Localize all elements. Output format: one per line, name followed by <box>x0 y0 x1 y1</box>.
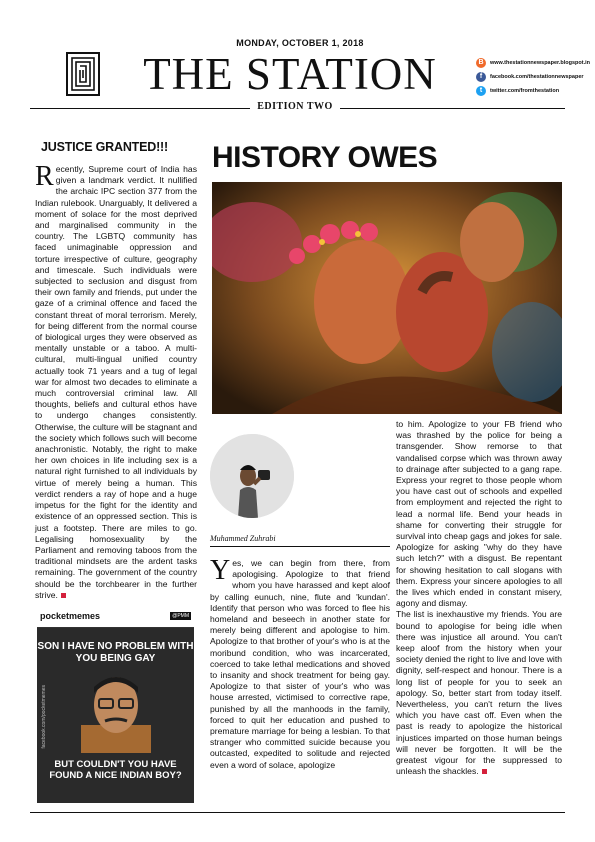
meme-bottom-text: BUT COULDN'T YOU HAVE FOUND A NICE INDIAN BOY? <box>49 759 182 781</box>
twitter-link[interactable]: twitter.com/fromthestation <box>490 88 560 94</box>
left-dropcap: R <box>35 161 54 192</box>
main-col2-para2 <box>396 609 562 777</box>
meme-top-text: SON I HAVE NO PROBLEM WITH YOU BEING GAY <box>37 641 194 664</box>
main-article-col1 <box>210 555 390 771</box>
footer-rule <box>30 812 565 813</box>
left-article-headline: JUSTICE GRANTED!!! <box>41 140 168 154</box>
author-avatar <box>210 434 294 518</box>
masthead-title: THE STATION <box>143 49 437 99</box>
main-dropcap: Y <box>210 555 231 586</box>
author-photo <box>210 434 294 518</box>
left-article-text: ecently, Supreme court of India has given a landmark verdict. It nullified the archaic IPC section 377 from the Indian rulebook. Unarguably, It delivered a moment of solace for the most deprived and marginalised community in the country. The LGBTQ community has faced unimaginable oppression and torture irrespective of culture, geography and timescale. Such individuals were subjected to seclusion and disgust from their own family and friends, put under the gaze of a criminal offence and faced the constant threat of moral terrorism. Merely, for being different from the normal course of biological urges they were observed as mentally unstable or a taboo. A multi-cultural, multi-lingual unified country actually took 71 years and a tug of legal war for almost two decades to eliminate a much controversial criminal law. All thoughts, beliefs and cultural ethos have to undergo changes consistently. Otherwise, the culture will be stagnant and the society which follows such will become anachronistic. Notably, the right to make her own choices in life including sex is a natural right furnished to all individuals by virtue of merely being a human. This verdict renders a ray of hope and a huge impetus for the fight for the identity and existence of an oppressed section. This is just a footstep. There are miles to go. Legalising homosexuality by the Parliament and removing taboos from the traditional mindsets are the ardent tasks remaining. The government of the country should be the torchbearer in the further strive. <box>35 164 197 600</box>
author-rule <box>210 546 390 547</box>
meme-brand: pocketmemes <box>40 611 101 621</box>
maze-logo-icon <box>68 54 98 94</box>
facebook-link[interactable]: facebook.com/thestationnewspaper <box>490 74 584 80</box>
social-links <box>476 57 595 99</box>
issue-date: MONDAY, OCTOBER 1, 2018 <box>236 38 364 48</box>
main-col1-text: es, we can begin from there, from apologising. Apologize to that friend whom you have harassed and kept aloof by calling eunuch, nine, flute and 'kundan'. Identify that person who was forced to flee his homeland and beseech in another state for merely being different and apologise to him. Apologize to that brother of your's who is at the moribund condition, who was incarcerated, coerced to take lethal medications and shoved to insanity and shock treatment for being gay. Apologize to that sister of your's who was house arrested, victimised to corrective rape, punished by all the manhoods in the family, forced to quit her education and pushed to premature marriage for being a lesbian. To that stranger who committed suicide because you outcasted, expedited to solitude and rejected even a word of solace, apologize <box>210 558 390 770</box>
edition-label: EDITION TWO <box>250 101 340 112</box>
meme-header <box>37 605 194 628</box>
main-col1-body <box>210 555 390 771</box>
blogger-icon: B <box>476 58 486 68</box>
meme-man-photo <box>81 669 151 753</box>
meme-image <box>37 605 194 803</box>
main-col2-para1: to him. Apologize to your FB friend who was thrashed by the police for being a transgender. Show remorse to that vandalised corpse which was thrown away to drainage after subjected to a gang rape. Express your regret to those people whom you have cast out of schools and expelled from employment and rejected the right to lead a normal life. Bend your heads in shame for converting their struggle for survival into cheap gags and jokes for sale. Apologize for asking "why do they have such letch?" with a disgust. Be repentant for showing hesitation to call slogans with them. Express your sincere apologies to all the lives which ended in constant misery, agony and dismay. <box>396 419 562 609</box>
blogger-link[interactable]: www.thestationnewspaper.blogspot.in <box>490 60 591 66</box>
main-photo <box>212 182 562 414</box>
main-headline: HISTORY OWES <box>212 141 438 174</box>
left-article <box>35 140 197 601</box>
end-mark-icon <box>61 593 66 598</box>
meme-side-credit: facebook.com/pocketmemes <box>41 685 47 749</box>
twitter-icon: t <box>476 86 486 96</box>
station-logo <box>66 52 100 96</box>
meme-tag: @PMM <box>172 613 189 619</box>
social-blogger[interactable] <box>476 57 595 69</box>
facebook-icon: f <box>476 72 486 82</box>
left-article-body <box>35 161 197 601</box>
end-mark-icon <box>482 769 487 774</box>
social-facebook[interactable] <box>476 71 595 83</box>
main-col2-para2-text: The list is inexhaustive my friends. You are bound to apologise for being idle when there was injustice all around. You can't keep aloof from the history when your society denied the right to live and love with dignity, self-respect and honour. There is a long list of people for you to seek an apology. So, better start from today itself. Nevertheless, you can't return the lives which you have cast off. Even when the past is ready to apologize the historical injustices imparted on those human beings will never be forgotten. It will be the greatest vigour for the suppressed to unleash the shackles. <box>396 609 562 777</box>
celebration-photo <box>212 182 562 414</box>
main-article-col2 <box>396 419 562 778</box>
author-name: Muhammed Zuhrabi <box>210 534 276 543</box>
social-twitter[interactable] <box>476 85 595 97</box>
